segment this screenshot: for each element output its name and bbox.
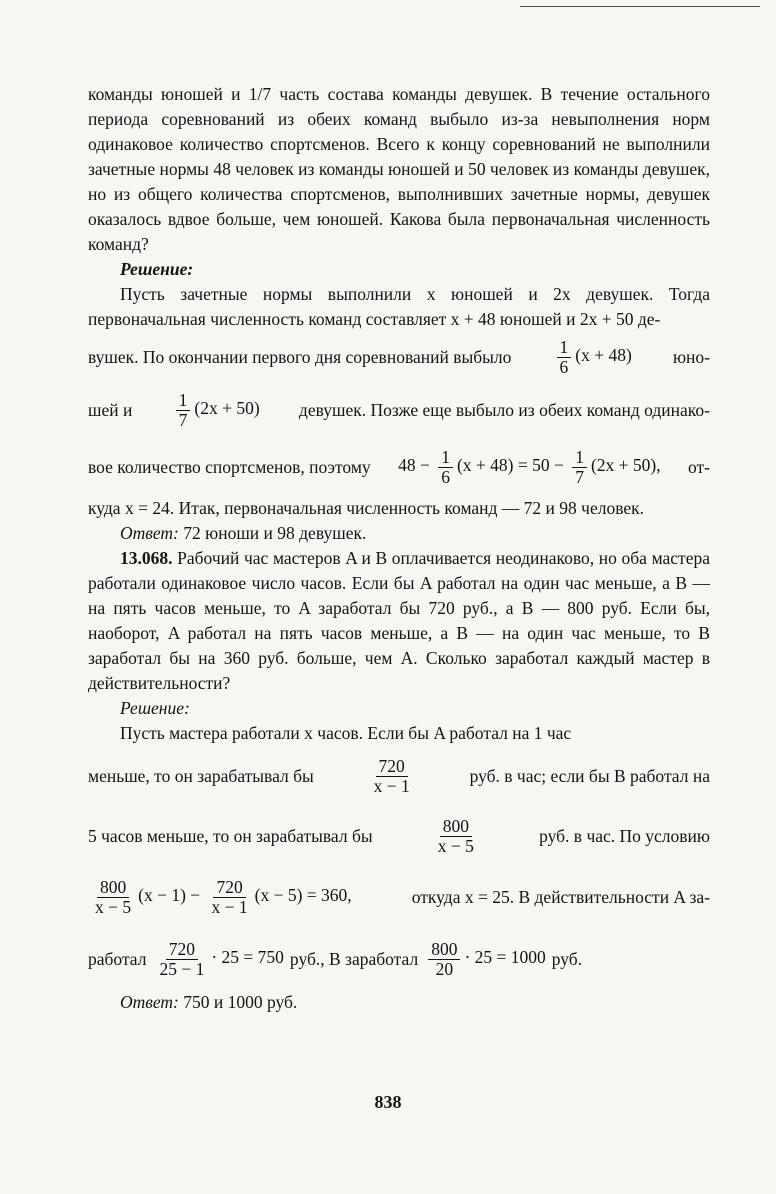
equation: $\frac{720}{25 - 1}$ · 25 = 750 xyxy=(152,940,283,978)
fraction: 720 x − 1 xyxy=(373,756,410,796)
solution-line: 5 часов меньше, то он зарабатывал бы 800 x − 5 руб. в час. По условию xyxy=(88,816,710,856)
solution-line: меньше, то он зарабатывал бы 720 x − 1 руб. в час; если бы B работал на xyxy=(88,756,710,796)
equation: $\frac{800}{20}$ · 25 = 1000 xyxy=(424,940,546,978)
solution-line: шей и $\frac{1}{7}$ (2x + 50) девушек. Позже еще выбыло из обеих команд одинако- xyxy=(88,390,710,430)
answer: Ответ: 750 и 1000 руб. xyxy=(120,992,298,1012)
solution-line: вушек. По окончании первого дня соревнований выбыло $\frac{1}{6}$ (x + 48) юно- xyxy=(88,337,710,377)
problem-number: 13.068. xyxy=(120,548,173,568)
fraction: $\frac{1}{7}$ xyxy=(176,391,191,429)
equation: $\frac{800}{x - 5}$ (x − 1) − $\frac{720}{x - 1}$ (x − 5) = 360, xyxy=(88,878,352,916)
fraction: $\frac{720}{x - 1}$ xyxy=(211,877,248,917)
fraction: $\frac{1}{6}$ xyxy=(438,448,453,486)
page-content xyxy=(88,82,710,1015)
solution-paragraph: Пусть зачетные нормы выполнили x юношей и 2x девушек. Тогда первоначальная численность команд составляет x + 48 юношей и 2x + 50 де- xyxy=(88,284,710,329)
solution-line: работал $\frac{720}{25 - 1}$ · 25 = 750 руб., B заработал $\frac{800}{20}$ · 25 = 1000 руб. xyxy=(88,939,583,979)
solution-equation-line: вое количество спортсменов, поэтому 48 − $\frac{1}{6}$ (x + 48) = 50 − $\frac{1}{7}$ (2x + 50), от- xyxy=(88,447,710,487)
fraction: $\frac{800}{x - 5}$ xyxy=(95,877,132,917)
solution-equation-line: $\frac{800}{x - 5}$ (x − 1) − $\frac{720}{x - 1}$ (x − 5) = 360, откуда x = 25. В действительности A за- xyxy=(88,866,710,928)
fraction-expression: $\frac{1}{7}$ (2x + 50) xyxy=(172,391,260,429)
fraction-expression: $\frac{1}{6}$ (x + 48) xyxy=(553,338,632,376)
solution-label: Решение: xyxy=(120,259,194,279)
fraction: $\frac{1}{7}$ xyxy=(572,448,587,486)
fraction: $\frac{800}{20}$ xyxy=(428,940,460,978)
header-rule xyxy=(520,6,760,7)
equation: 48 − $\frac{1}{6}$ (x + 48) = 50 − $\frac{1}{7}$ (2x + 50), xyxy=(398,447,661,487)
fraction: 800 x − 5 xyxy=(437,816,474,856)
solution-paragraph: Пусть мастера работали x часов. Если бы A работал на 1 час xyxy=(120,723,572,743)
problem-statement: 13.068. Рабочий час мастеров A и B оплачивается неодинаково, но оба мастера работали одинаковое число часов. Если бы A работал на один час меньше, а B — на пять часов меньше, то A заработал бы 720 руб., а B — 800 руб. Если бы, наоборот, A работал на пять часов меньше, а B — на один час меньше, то B заработал бы на 360 руб. больше, чем A. Сколько заработал каждый мастер в действительности? xyxy=(88,548,710,693)
solution-line: куда x = 24. Итак, первоначальная численность команд — 72 и 98 человек. xyxy=(88,498,645,518)
problem-continuation: команды юношей и 1/7 часть состава команды девушек. В течение остального периода соревнований из обеих команд выбыло из-за невыполнения норм одинаковое количество спортсменов. Всего к концу соревнований не выполнили зачетные нормы 48 человек из команды юношей и 50 человек из команды девушек, но из общего количества спортсменов, выполнивших зачетные нормы, девушек оказалось вдвое больше, чем юношей. Какова была первоначальная численность команд? xyxy=(88,84,710,254)
fraction: $\frac{1}{6}$ xyxy=(557,338,572,376)
page-number: 838 xyxy=(374,1092,402,1112)
solution-label: Решение: xyxy=(120,698,190,718)
answer: Ответ: 72 юноши и 98 девушек. xyxy=(120,523,367,543)
fraction: $\frac{720}{25 - 1}$ xyxy=(159,939,205,979)
